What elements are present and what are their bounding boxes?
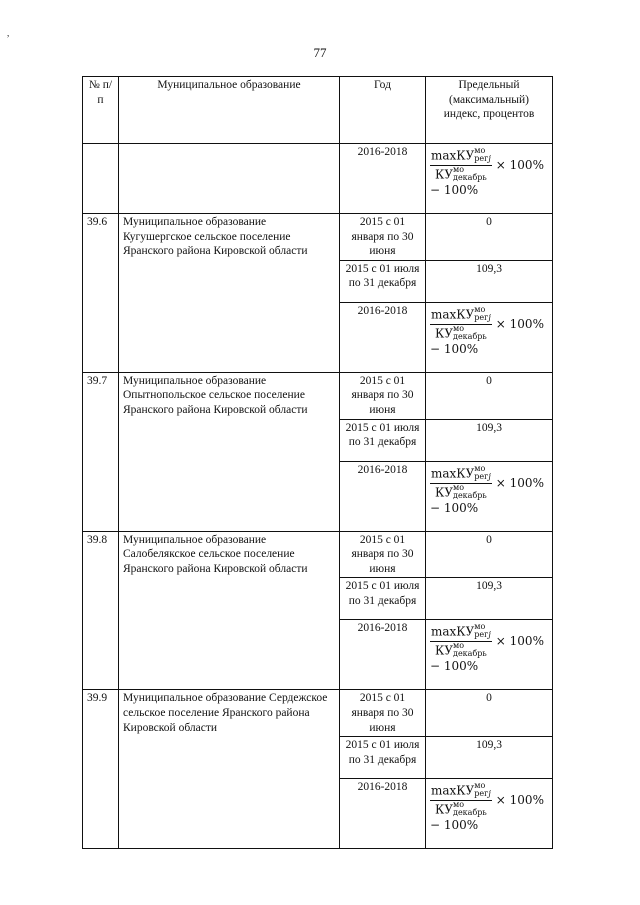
index-value-cell: 0 [426, 690, 553, 737]
year-cell: 2015 с 01 июля по 31 декабря [340, 578, 426, 620]
formula-denominator: КУ мо декабрь [435, 482, 487, 500]
index-table [82, 76, 553, 849]
header-municipality: Муниципальное образование [119, 77, 340, 144]
municipality-cell: Муниципальное образование Кугушергское сельское поселение Яранского района Кировской области [119, 214, 340, 373]
year-cell: 2016-2018 [340, 144, 426, 214]
year-cell: 2015 с 01 января по 30 июня [340, 690, 426, 737]
index-value-cell: 109,3 [426, 578, 553, 620]
year-cell: 2016-2018 [340, 620, 426, 690]
year-cell: 2015 с 01 января по 30 июня [340, 214, 426, 261]
page-number: 77 [313, 45, 327, 60]
formula-fraction [430, 463, 492, 501]
header-number: № п/п [83, 77, 119, 144]
formula-minus: − 100% [430, 341, 479, 356]
formula-times: × 100% [495, 634, 544, 649]
formula-cell [426, 461, 553, 531]
table-row [83, 372, 553, 419]
formula-times: × 100% [495, 158, 544, 172]
formula-times: × 100% [495, 316, 544, 331]
formula-minus: − 100% [430, 818, 479, 833]
number-cell [83, 144, 119, 214]
formula-cell [426, 779, 553, 849]
number-cell: 39.7 [83, 372, 119, 531]
formula-fraction [430, 783, 492, 818]
number-cell: 39.6 [83, 214, 119, 373]
formula-fraction [430, 304, 492, 342]
formula-denominator: КУ мо декабрь [435, 800, 487, 818]
year-cell: 2015 с 01 января по 30 июня [340, 531, 426, 578]
index-formula [430, 148, 548, 197]
index-value-cell: 109,3 [426, 260, 553, 302]
year-cell: 2015 с 01 июля по 31 декабря [340, 260, 426, 302]
year-cell: 2015 с 01 июля по 31 декабря [340, 737, 426, 779]
formula-numerator: maxКУ мо регj [430, 148, 492, 166]
header-index: Предельный (максимальный) индекс, процентов [426, 77, 553, 144]
table-header-row [83, 77, 553, 144]
year-cell: 2016-2018 [340, 779, 426, 849]
formula-minus: − 100% [430, 659, 479, 674]
formula-numerator: maxКУ мо регj [430, 466, 492, 484]
year-cell: 2015 с 01 января по 30 июня [340, 372, 426, 419]
table-row [83, 690, 553, 737]
formula-cell [426, 620, 553, 690]
formula-times: × 100% [495, 475, 544, 490]
formula-fraction [430, 624, 492, 659]
index-value-cell: 109,3 [426, 419, 553, 461]
header-year: Год [340, 77, 426, 144]
formula-minus: − 100% [430, 500, 479, 515]
number-cell: 39.8 [83, 531, 119, 690]
index-formula [430, 463, 548, 515]
municipality-cell [119, 144, 340, 214]
index-value-cell: 0 [426, 214, 553, 261]
table-row [83, 144, 553, 214]
formula-denominator: КУ мо декабрь [435, 641, 487, 659]
formula-denominator: КУ мо декабрь [435, 323, 487, 341]
year-cell: 2016-2018 [340, 302, 426, 372]
formula-cell [426, 144, 553, 214]
formula-times: × 100% [495, 793, 544, 808]
table-row [83, 531, 553, 578]
index-formula [430, 624, 548, 673]
index-value-cell: 0 [426, 372, 553, 419]
index-formula [430, 783, 548, 832]
index-value-cell: 109,3 [426, 737, 553, 779]
formula-numerator: maxКУ мо регj [430, 624, 492, 642]
municipality-cell: Муниципальное образование Сердежское сельское поселение Яранского района Кировской области [119, 690, 340, 849]
stray-mark: , [7, 28, 10, 38]
municipality-cell: Муниципальное образование Опытнопольское сельское поселение Яранского района Кировской области [119, 372, 340, 531]
formula-minus: − 100% [430, 183, 479, 197]
index-value-cell: 0 [426, 531, 553, 578]
formula-fraction [430, 148, 492, 183]
year-cell: 2016-2018 [340, 461, 426, 531]
year-cell: 2015 с 01 июля по 31 декабря [340, 419, 426, 461]
index-formula [430, 304, 548, 356]
formula-numerator: maxКУ мо регj [430, 307, 492, 325]
municipality-cell: Муниципальное образование Салобелякское сельское поселение Яранского района Кировской области [119, 531, 340, 690]
formula-numerator: maxКУ мо регj [430, 783, 492, 801]
formula-denominator: КУ мо декабрь [435, 165, 487, 182]
number-cell: 39.9 [83, 690, 119, 849]
formula-cell [426, 302, 553, 372]
table-row [83, 214, 553, 261]
